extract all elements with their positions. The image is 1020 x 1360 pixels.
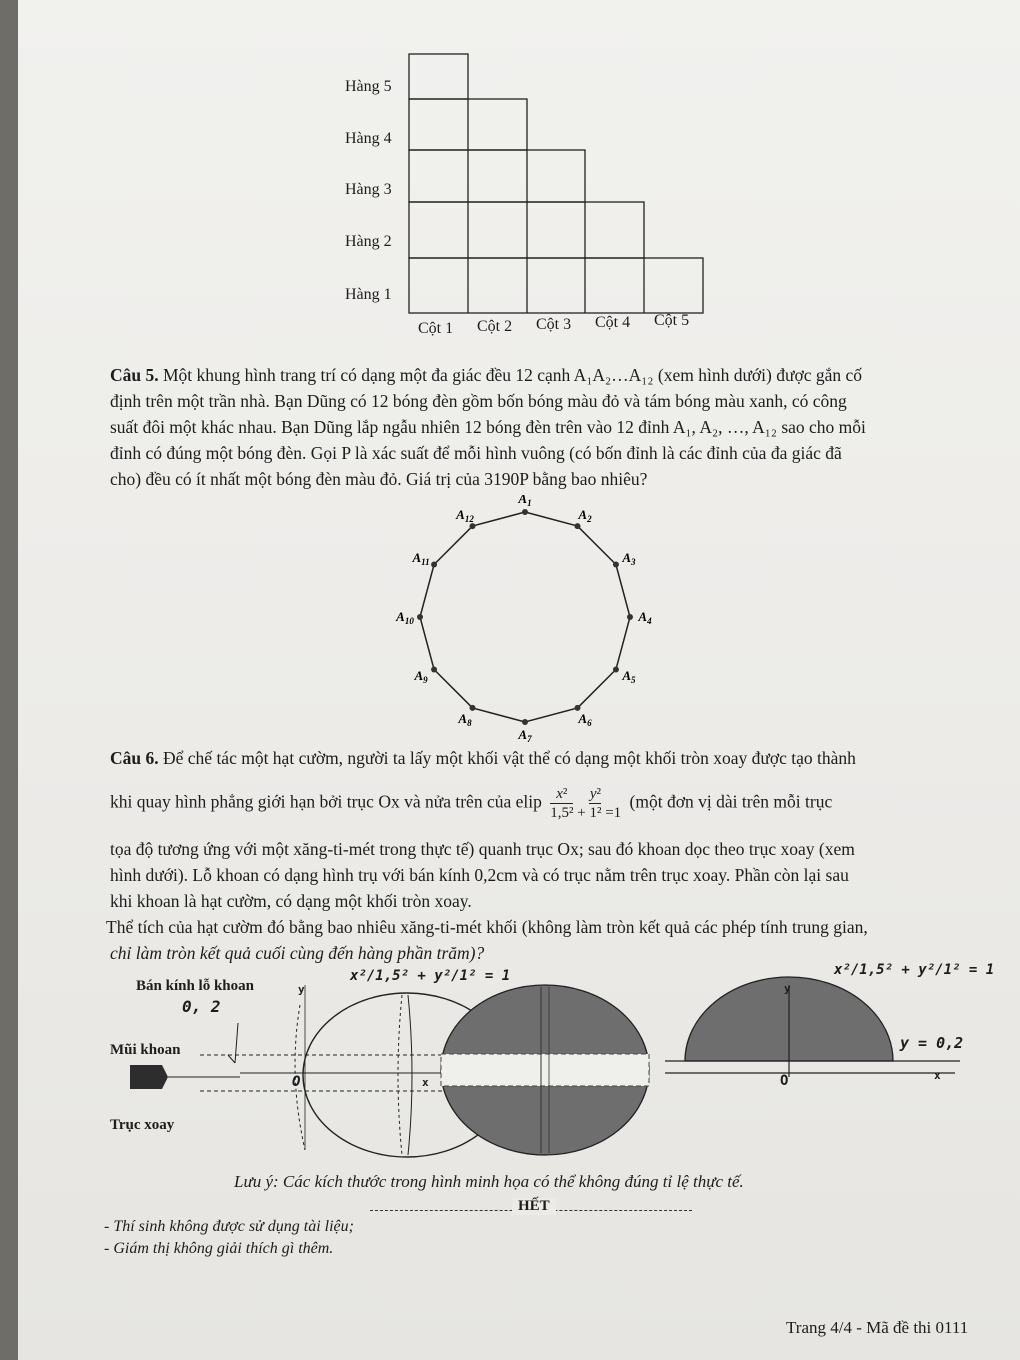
bead-figure: [100, 965, 980, 1165]
equation-left: x²/1,5² + y²/1² = 1: [350, 968, 511, 984]
q6-line-3: tọa độ tương ứng với một xăng-ti-mét trong thực tế) quanh trục Ox; sau đó khoan dọc theo trục xoay (xem: [110, 839, 855, 859]
staircase-grid-figure: [405, 52, 705, 322]
line-label: y = 0,2: [900, 1034, 964, 1052]
col-label-4: Cột 4: [595, 314, 631, 331]
vertex-label-a1: $A_1$: [518, 495, 532, 508]
vertex-label-a2: $A_2$: [578, 506, 592, 524]
q6-line-6: Thể tích của hạt cườm đó bằng bao nhiêu xăng-ti-mét khối (không làm tròn kết quả các phép tính trung gian,: [106, 917, 868, 937]
x-axis-label-right: x: [934, 1069, 941, 1082]
question-6: [106, 745, 950, 966]
vertex-dot-a5: [613, 667, 619, 673]
vertex-label-a8: $A_8$: [458, 711, 472, 729]
row-label-4: Hàng 4: [345, 130, 392, 147]
row-label-3: Hàng 3: [345, 181, 392, 198]
vertex-dot-a12: [470, 523, 476, 529]
end-label: HẾT: [512, 1198, 556, 1215]
drill-label: Mũi khoan: [110, 1042, 181, 1058]
y-axis-label-left: y: [298, 983, 305, 996]
col-label-5: Cột 5: [654, 312, 690, 329]
question-5-label: Câu 5.: [110, 365, 159, 385]
dodecagon-figure: [380, 495, 670, 750]
radius-label: Bán kính lỗ khoan: [136, 978, 254, 994]
dodecagon-outline: [420, 512, 630, 722]
origin-label-right: O: [780, 1073, 789, 1089]
q5-line-4: đỉnh có đúng một bóng đèn. Gọi P là xác suất để mỗi hình vuông (có bốn đỉnh là các đỉnh của đa giác đã: [110, 443, 842, 463]
vertex-dot-a3: [613, 562, 619, 568]
vertex-label-a4: $A_4$: [638, 609, 652, 626]
question-6-label: Câu 6.: [110, 748, 159, 768]
vertex-dot-a2: [575, 523, 581, 529]
question-5: [110, 362, 950, 492]
radius-value: 0, 2: [182, 997, 221, 1016]
q6-line-5: khi khoan là hạt cườm, có dạng một khối tròn xoay.: [110, 891, 472, 911]
q6-line-2a: khi quay hình phẳng giới hạn bởi trục Ox và nửa trên của elip: [110, 791, 542, 812]
vertex-dot-a8: [470, 705, 476, 711]
vertex-dot-a4: [627, 614, 633, 620]
q6-line-2b: (một đơn vị dài trên mỗi trục: [629, 791, 833, 812]
col-label-3: Cột 3: [536, 316, 572, 333]
equation-right: x²/1,5² + y²/1² = 1: [834, 962, 995, 978]
vertex-label-a9: $A_9$: [414, 668, 428, 685]
origin-label-left: O: [292, 1074, 301, 1090]
y-axis-label-right: y: [784, 982, 791, 995]
rotation-axis-label: Trục xoay: [110, 1117, 175, 1133]
q6-line-4: hình dưới). Lỗ khoan có dạng hình trụ với bán kính 0,2cm và có trục nằm trên trục xoay. Phần còn lại sau: [110, 865, 849, 885]
x-axis-label-left: x: [422, 1076, 429, 1089]
q5-line-3: suất đôi một khác nhau. Bạn Dũng lắp ngẫu nhiên 12 bóng đèn trên vào 12 đỉnh A₁, A₂, …, A₁₂ sao cho mỗi: [110, 417, 866, 437]
page-footer: Trang 4/4 - Mã đề thi 0111: [786, 1318, 969, 1337]
vertex-label-a3: $A_3$: [622, 550, 636, 567]
vertex-dot-a1: [522, 509, 528, 515]
figure-note: Lưu ý: Các kích thước trong hình minh họa có thể không đúng tỉ lệ thực tế.: [234, 1172, 744, 1191]
instruction-2: - Giám thị không giải thích gì thêm.: [104, 1240, 334, 1257]
vertex-dot-a6: [575, 705, 581, 711]
vertex-dot-a11: [431, 562, 437, 568]
vertex-dot-a7: [522, 719, 528, 725]
row-label-1: Hàng 1: [345, 286, 392, 303]
ellipse-equation: x² 1,5² + y² 1² =1: [550, 786, 622, 821]
vertex-label-a5: $A_5$: [622, 668, 636, 685]
vertex-label-a6: $A_6$: [578, 711, 592, 729]
q5-line-2: định trên một trần nhà. Bạn Dũng có 12 bóng đèn gồm bốn bóng màu đỏ và tám bóng màu xanh, có công: [110, 391, 847, 411]
row-label-2: Hàng 2: [345, 233, 392, 250]
vertex-label-a10: $A_{10}$: [396, 609, 414, 626]
vertex-label-a11: $A_{11}$: [412, 550, 430, 567]
q5-line-5: cho) đều có ít nhất một bóng đèn màu đỏ. Giá trị của 3190P bằng bao nhiêu?: [110, 469, 648, 489]
vertex-label-a12: $A_{12}$: [456, 506, 474, 524]
vertex-label-a7: $A_7$: [518, 727, 532, 744]
vertex-dot-a10: [417, 614, 423, 620]
col-label-2: Cột 2: [477, 318, 513, 335]
q6-line-7: chỉ làm tròn kết quả cuối cùng đến hàng phần trăm)?: [110, 943, 485, 963]
vertex-dot-a9: [431, 667, 437, 673]
q5-line-1: Một khung hình trang trí có dạng một đa giác đều 12 cạnh A₁A₂…A₁₂ (xem hình dưới) được gắn cố: [163, 365, 863, 385]
q6-line-1: Để chế tác một hạt cườm, người ta lấy một khối vật thể có dạng một khối tròn xoay được tạo thành: [163, 748, 856, 768]
col-label-1: Cột 1: [418, 320, 454, 337]
instruction-1: - Thí sinh không được sử dụng tài liệu;: [104, 1218, 354, 1235]
row-label-5: Hàng 5: [345, 78, 392, 95]
